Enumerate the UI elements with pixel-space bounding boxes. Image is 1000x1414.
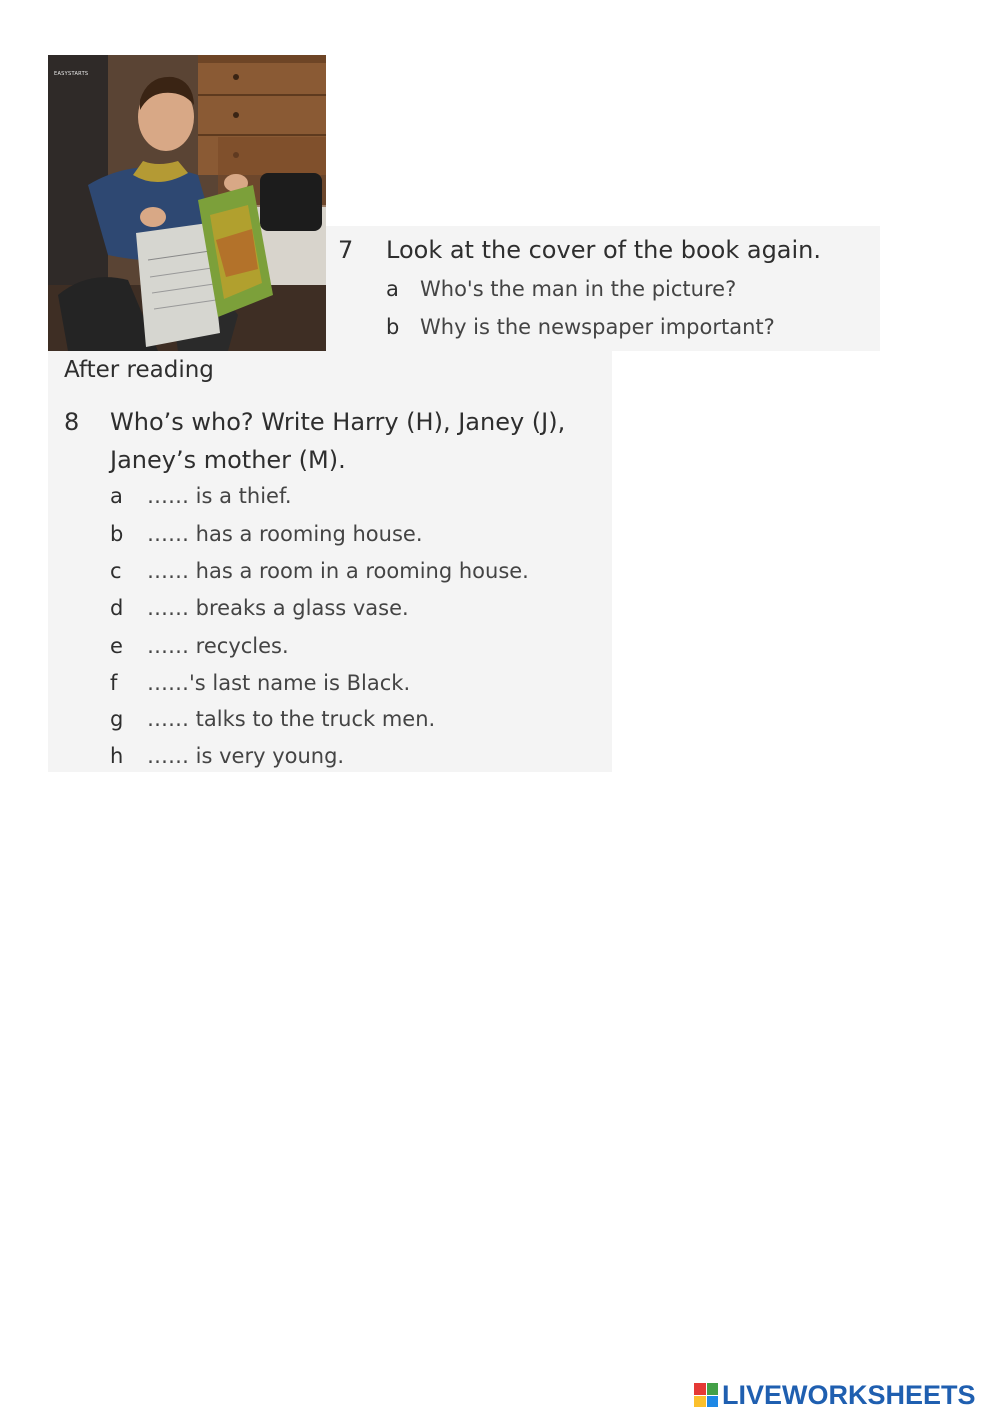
question-8-number: 8 xyxy=(64,408,80,436)
question-8-item-letter: f xyxy=(110,671,118,695)
question-8-item-text: …… is very young. xyxy=(147,744,345,768)
question-7-item-letter: b xyxy=(386,315,400,339)
logo-mark-tile xyxy=(694,1383,706,1395)
logo-mark-tile xyxy=(707,1383,719,1395)
question-8-item-letter: c xyxy=(110,559,122,583)
question-8-prompt-line-2: Janey’s mother (M). xyxy=(110,446,346,474)
question-8-item-letter: b xyxy=(110,522,124,546)
question-7-number: 7 xyxy=(338,236,354,264)
question-8-item-letter: h xyxy=(110,744,124,768)
question-8-item-text: …… has a room in a rooming house. xyxy=(147,559,529,583)
liveworksheets-logo[interactable] xyxy=(694,1380,976,1410)
question-8-item-text: …… recycles. xyxy=(147,634,289,658)
question-8-item-text: …… breaks a glass vase. xyxy=(147,596,409,620)
question-7-prompt: Look at the cover of the book again. xyxy=(386,236,822,264)
logo-mark-tile xyxy=(707,1396,719,1408)
cover-illustration xyxy=(48,55,326,351)
question-8-item-text: …… is a thief. xyxy=(147,484,292,508)
question-7-item-text: Why is the newspaper important? xyxy=(420,315,775,339)
question-8-prompt-line-1: Who’s who? Write Harry (H), Janey (J), xyxy=(110,408,566,436)
logo-text: LIVEWORKSHEETS xyxy=(722,1379,976,1410)
question-8-panel xyxy=(48,351,612,772)
question-7-item-letter: a xyxy=(386,277,399,301)
question-8-item-text: ……'s last name is Black. xyxy=(147,671,411,695)
question-8-item-text: …… has a rooming house. xyxy=(147,522,423,546)
question-8-item-letter: e xyxy=(110,634,123,658)
question-7-item-text: Who's the man in the picture? xyxy=(420,277,737,301)
question-8-item-letter: g xyxy=(110,707,124,731)
book-cover-image xyxy=(48,55,326,351)
section-heading: After reading xyxy=(64,357,214,383)
question-8-item-text: …… talks to the truck men. xyxy=(147,707,436,731)
question-8-item-letter: d xyxy=(110,596,124,620)
question-7-panel xyxy=(326,226,880,351)
logo-mark-tile xyxy=(694,1396,706,1408)
question-8-item-letter: a xyxy=(110,484,123,508)
logo-mark-icon xyxy=(694,1383,718,1407)
cover-brand-label: EASYSTARTS xyxy=(54,71,89,77)
